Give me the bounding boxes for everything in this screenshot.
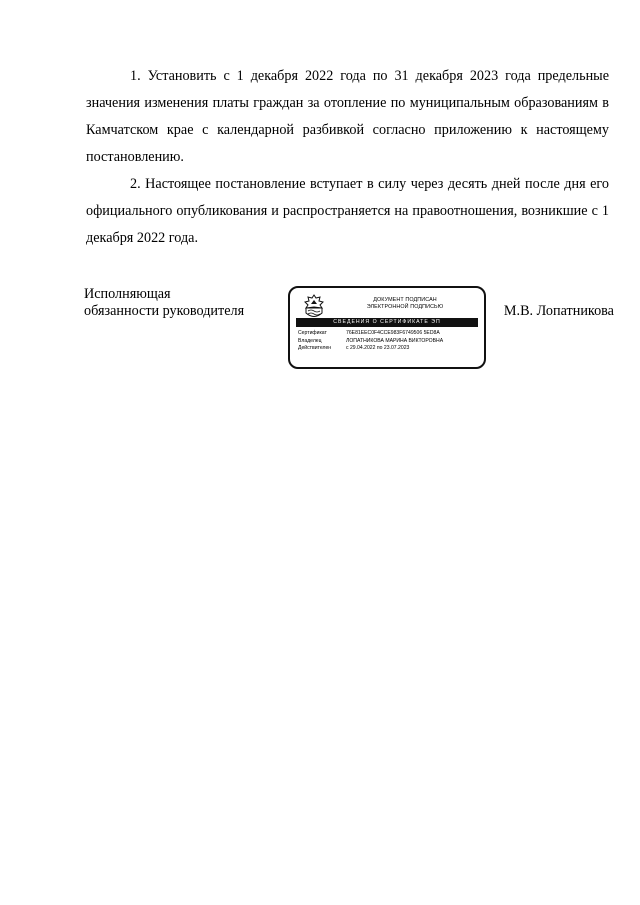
stamp-row-value: 76E81EEC0F4CCE983F6749506 5ED8A <box>346 330 440 336</box>
paragraph-1: 1. Установить с 1 декабря 2022 года по 31 декабря 2023 года предельные значения изменения платы граждан за отопление по муниципальным образованиям в Камчатском крае с календарной разбивкой согласно приложению к настоящему постановлению. <box>86 68 609 165</box>
signature-block <box>84 286 614 376</box>
stamp-row-label: Действителен <box>298 345 332 351</box>
signer-role-line-1: Исполняющая <box>84 286 171 302</box>
stamp-certificate-header: СВЕДЕНИЯ О СЕРТИФИКАТЕ ЭП <box>296 318 478 327</box>
signer-name: М.В. Лопатникова <box>503 303 614 319</box>
stamp-title-line-2: ЭЛЕКТРОННОЙ ПОДПИСЬЮ <box>366 304 444 310</box>
resolution-body <box>86 63 609 252</box>
stamp-row-value: ЛОПАТНИКОВА МАРИНА ВИКТОРОВНА <box>346 337 444 344</box>
electronic-signature-stamp <box>288 286 486 369</box>
stamp-certificate-details <box>298 330 480 353</box>
signer-role-line-2: обязанности руководителя <box>84 303 245 319</box>
stamp-row-label: Владелец <box>298 337 322 344</box>
stamp-title <box>334 297 476 311</box>
stamp-row-validity <box>298 345 480 353</box>
stamp-row-owner <box>298 338 480 346</box>
coat-of-arms-icon <box>302 294 326 320</box>
stamp-row-value: с 29.04.2022 по 23.07.2023 <box>346 345 410 351</box>
paragraph-2: 2. Настоящее постановление вступает в силу через десять дней после дня его официального опубликования и распространяется на правоотношения, возникшие с 1 декабря 2022 года. <box>86 176 609 246</box>
signer-role <box>84 286 284 320</box>
stamp-title-line-1: ДОКУМЕНТ ПОДПИСАН <box>373 297 437 303</box>
stamp-row-label: Сертификат <box>298 330 327 336</box>
stamp-row-certificate <box>298 330 480 338</box>
